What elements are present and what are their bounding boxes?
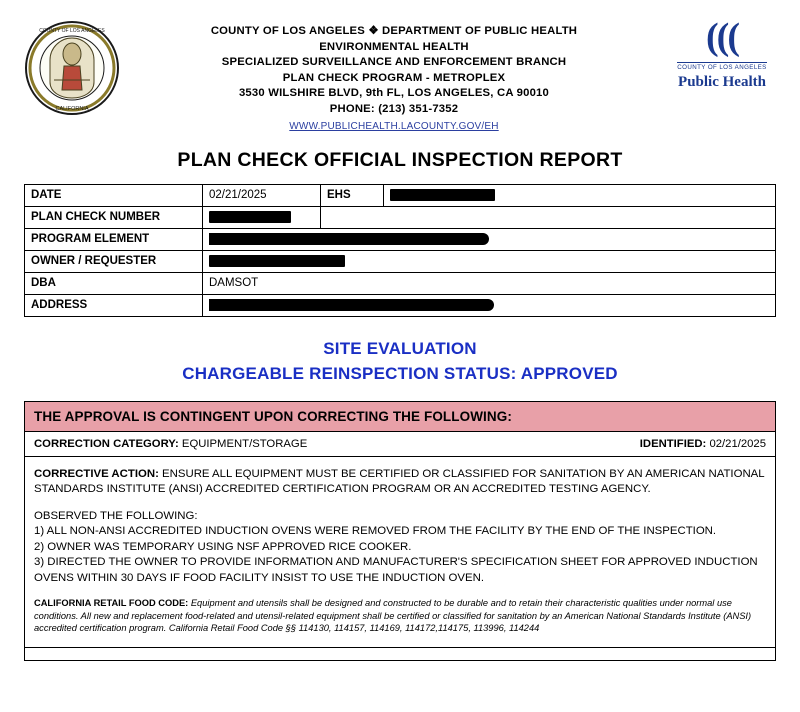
correction-category [34, 438, 307, 450]
header-line-1: COUNTY OF LOS ANGELES ❖ DEPARTMENT OF PUBLIC HEALTH [210, 25, 578, 37]
table-row [25, 228, 776, 250]
report-info-table [24, 184, 776, 317]
header-line-2: ENVIRONMENTAL HEALTH [319, 40, 469, 53]
california-retail-food-code-paragraph [34, 597, 766, 635]
header-address-block [126, 14, 662, 135]
approval-heading: THE APPROVAL IS CONTINGENT UPON CORRECTING THE FOLLOWING: [25, 402, 775, 432]
redaction-bar [209, 255, 345, 267]
correction-category-row [25, 432, 775, 457]
corrective-action-label: CORRECTIVE ACTION: [34, 467, 159, 480]
header-line-6: PHONE: (213) 351-7352 [329, 102, 459, 115]
label-date: DATE [25, 184, 203, 206]
document-header [0, 0, 800, 135]
header-website-link[interactable]: WWW.PUBLICHEALTH.LACOUNTY.GOV/EH [289, 121, 499, 132]
correction-category-value: EQUIPMENT/STORAGE [181, 437, 308, 450]
label-address: ADDRESS [25, 294, 203, 316]
corrective-action-paragraph [34, 467, 766, 498]
code-label: CALIFORNIA RETAIL FOOD CODE: [34, 598, 189, 608]
value-ehs [384, 184, 776, 206]
observed-item-3: 3) DIRECTED THE OWNER TO PROVIDE INFORMATION AND MANUFACTURER'S SPECIFICATION SHEET FOR APPROVED INDUCTION OVENS WITHIN 30 DAYS IF FOOD FACILITY INSIST TO USE THE INDUCTION OVEN. [34, 556, 758, 584]
county-seal-icon [24, 20, 120, 116]
site-evaluation-heading: SITE EVALUATION [323, 338, 477, 358]
redaction-bar [209, 211, 291, 223]
value-program-element [203, 228, 776, 250]
table-row [25, 294, 776, 316]
redaction-bar [209, 233, 489, 245]
reinspection-status: CHARGEABLE REINSPECTION STATUS: APPROVED [182, 363, 618, 383]
approval-section-footer-divider [25, 647, 775, 660]
identified-label: IDENTIFIED: [639, 437, 707, 450]
table-row [25, 184, 776, 206]
approval-section [24, 401, 776, 661]
observed-heading: OBSERVED THE FOLLOWING: [34, 509, 198, 522]
header-line-4: PLAN CHECK PROGRAM - METROPLEX [282, 71, 506, 84]
identified-date [640, 438, 766, 450]
redaction-bar [209, 299, 494, 311]
label-plan-check-number: PLAN CHECK NUMBER [25, 206, 203, 228]
public-health-logo [662, 14, 782, 91]
header-line-5: 3530 WILSHIRE BLVD, 9th FL, LOS ANGELES, CA 90010 [238, 87, 550, 99]
svg-text:CALIFORNIA: CALIFORNIA [55, 106, 89, 112]
correction-body [25, 457, 775, 647]
observed-item-2: 2) OWNER WAS TEMPORARY USING NSF APPROVED RICE COOKER. [34, 540, 412, 553]
value-address [203, 294, 776, 316]
label-owner-requester: OWNER / REQUESTER [25, 250, 203, 272]
value-date: 02/21/2025 [203, 184, 321, 206]
label-ehs: EHS [321, 184, 384, 206]
observed-block [34, 509, 766, 587]
table-row [25, 206, 776, 228]
table-row [25, 272, 776, 294]
value-dba: DAMSOT [203, 272, 776, 294]
label-program-element: PROGRAM ELEMENT [25, 228, 203, 250]
value-plan-check-number [203, 206, 321, 228]
svg-text:COUNTY OF LOS ANGELES: COUNTY OF LOS ANGELES [39, 28, 105, 34]
header-line-3: SPECIALIZED SURVEILLANCE AND ENFORCEMENT BRANCH [221, 56, 567, 68]
corrective-action-text: ENSURE ALL EQUIPMENT MUST BE CERTIFIED OR CLASSIFIED FOR SANITATION BY AN AMERICAN NATIONAL STANDARDS INSTITUTE (ANSI) ACCREDITED CERTIFICATION PROGRAM OR AN ACCREDITED TESTING AGENCY. [34, 467, 765, 495]
redaction-bar [390, 189, 495, 201]
logo-public-health-label: Public Health [678, 74, 766, 90]
page-title: PLAN CHECK OFFICIAL INSPECTION REPORT [177, 148, 623, 171]
table-row [25, 250, 776, 272]
code-text: Equipment and utensils shall be designed and constructed to be durable and to retain their characteristic qualities under normal use conditions. All new and replacement food-related and utensil-related equipment shall be certified or classified for sanitation by an American National Standards Institute (ANSI) accredited certification program. California Retail Food Code §§ 114130, 114157, 114169, 114172,114175, 113996, 114244 [34, 598, 752, 634]
observed-item-1: 1) ALL NON-ANSI ACCREDITED INDUCTION OVENS WERE REMOVED FROM THE FACILITY BY THE END OF THE INSPECTION. [34, 525, 717, 537]
value-plan-check-number-extra [321, 206, 776, 228]
label-dba: DBA [25, 272, 203, 294]
public-health-swoosh-icon: ((( [706, 16, 738, 58]
correction-category-label: CORRECTION CATEGORY: [34, 437, 179, 450]
logo-county-label: COUNTY OF LOS ANGELES [677, 64, 767, 71]
county-seal [18, 14, 126, 116]
identified-value: 02/21/2025 [709, 437, 766, 450]
value-owner-requester [203, 250, 776, 272]
